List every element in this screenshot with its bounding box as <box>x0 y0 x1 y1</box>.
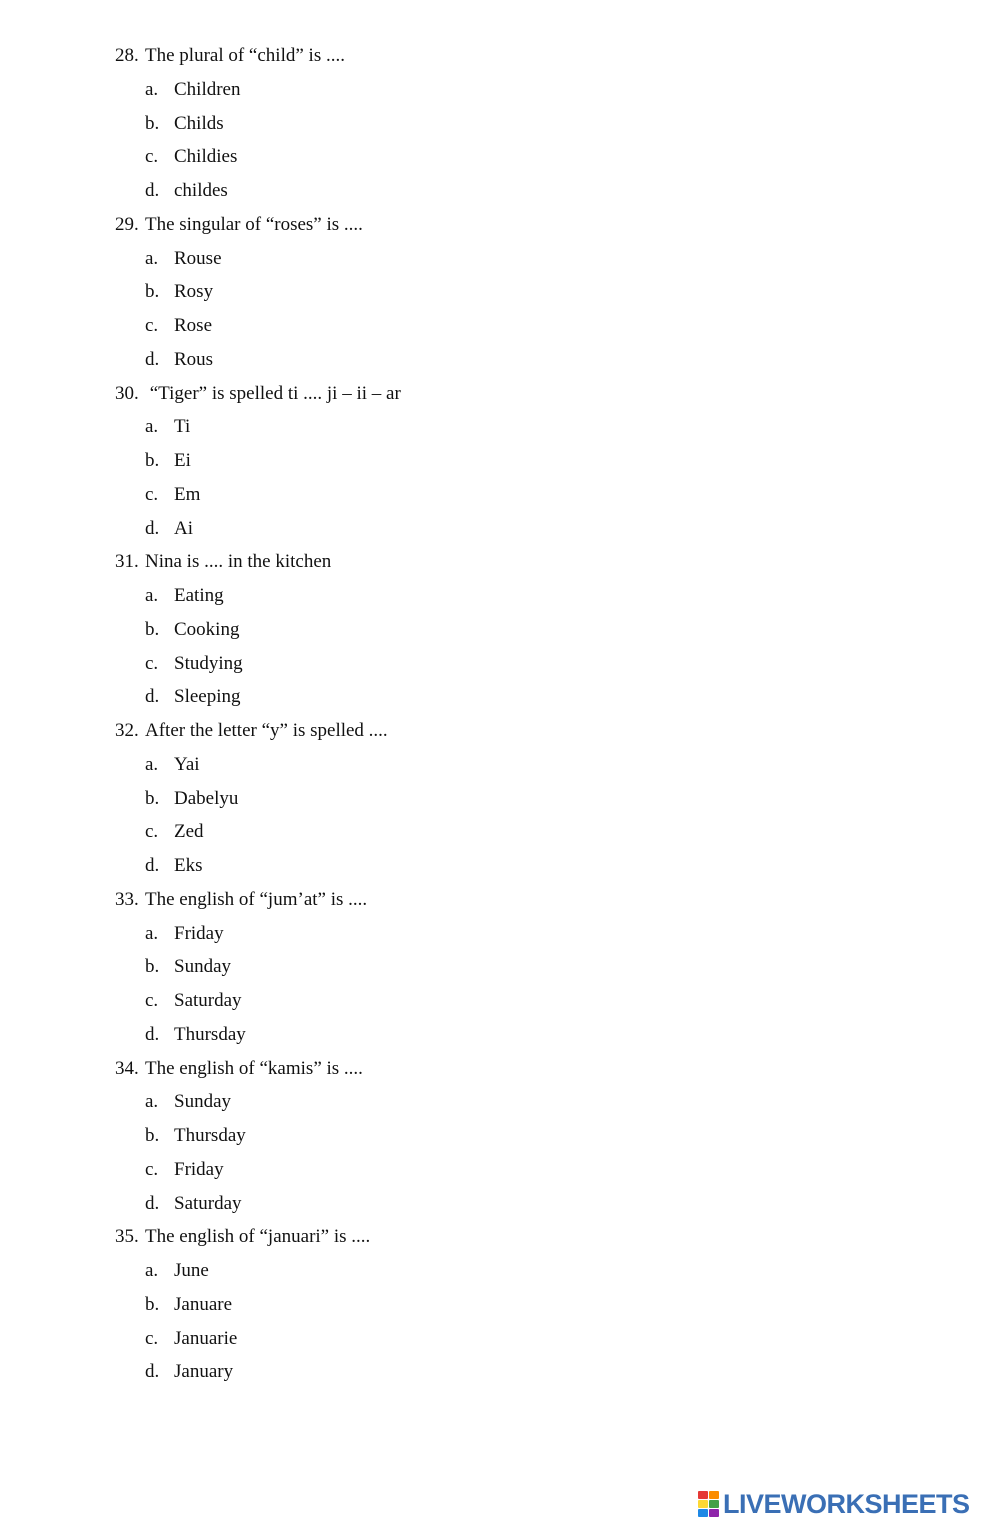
question-line <box>0 1220 1000 1254</box>
option-letter: a. <box>145 922 159 944</box>
question-32 <box>0 714 1000 883</box>
logo-block <box>709 1500 719 1508</box>
option-text: Studying <box>174 652 243 674</box>
question-28 <box>0 39 1000 208</box>
logo-block <box>698 1500 708 1508</box>
question-number: 34. <box>115 1057 139 1079</box>
question-number: 28. <box>115 45 139 66</box>
answer-option[interactable] <box>0 984 1000 1018</box>
option-text: Rouse <box>174 247 222 269</box>
answer-option[interactable] <box>0 1085 1000 1119</box>
answer-option[interactable] <box>0 782 1000 816</box>
option-letter: c. <box>145 1158 159 1180</box>
option-text: Children <box>174 78 241 100</box>
logo-block <box>709 1491 719 1499</box>
option-letter: a. <box>145 416 159 438</box>
answer-option[interactable] <box>0 73 1000 107</box>
question-line <box>0 714 1000 748</box>
option-letter: a. <box>145 585 159 606</box>
answer-option[interactable] <box>0 680 1000 714</box>
question-number: 31. <box>115 551 139 573</box>
option-text: Rose <box>174 315 212 336</box>
option-text: Thursday <box>174 1125 246 1146</box>
answer-option[interactable] <box>0 1254 1000 1288</box>
option-text: Dabelyu <box>174 787 239 809</box>
answer-option[interactable] <box>0 1119 1000 1153</box>
option-letter: a. <box>145 1260 159 1281</box>
question-text: “Tiger” is spelled ti .... ji – ii – ar <box>145 382 401 404</box>
option-letter: b. <box>145 450 160 471</box>
question-33 <box>0 883 1000 1052</box>
option-text: Sunday <box>174 1091 231 1113</box>
answer-option[interactable] <box>0 1018 1000 1052</box>
option-text: Em <box>174 483 201 505</box>
option-letter: b. <box>145 1125 160 1146</box>
question-text: The english of “jum’at” is .... <box>145 888 368 910</box>
answer-option[interactable] <box>0 1322 1000 1356</box>
option-letter: a. <box>145 753 159 775</box>
option-text: Januare <box>174 1293 233 1315</box>
option-text: Saturday <box>174 990 242 1011</box>
question-text: The english of “januari” is .... <box>145 1226 371 1248</box>
question-29 <box>0 208 1000 377</box>
question-line <box>0 208 1000 242</box>
option-letter: a. <box>145 247 159 269</box>
answer-option[interactable] <box>0 1187 1000 1221</box>
option-text: June <box>174 1260 209 1281</box>
option-letter: c. <box>145 1327 159 1349</box>
option-text: Ei <box>174 450 191 471</box>
option-text: Childies <box>174 146 238 168</box>
option-text: Eating <box>174 585 224 606</box>
question-line <box>0 39 1000 73</box>
option-letter: c. <box>145 315 159 336</box>
answer-option[interactable] <box>0 275 1000 309</box>
question-34 <box>0 1052 1000 1221</box>
logo-block <box>698 1491 708 1499</box>
question-line <box>0 883 1000 917</box>
question-text: The english of “kamis” is .... <box>145 1057 363 1079</box>
option-text: Eks <box>174 855 203 876</box>
option-text: Rosy <box>174 281 214 303</box>
option-letter: c. <box>145 990 159 1011</box>
option-letter: d. <box>145 348 160 370</box>
option-letter: c. <box>145 652 159 674</box>
logo-block <box>698 1509 708 1517</box>
question-line <box>0 377 1000 411</box>
option-text: Sleeping <box>174 686 241 708</box>
option-text: Zed <box>174 821 204 843</box>
option-text: Friday <box>174 922 224 944</box>
question-35 <box>0 1220 1000 1389</box>
worksheet <box>0 39 1000 1389</box>
option-text: January <box>174 1361 234 1383</box>
question-number: 33. <box>115 888 139 910</box>
answer-option[interactable] <box>0 242 1000 276</box>
answer-option[interactable] <box>0 174 1000 208</box>
option-letter: c. <box>145 821 159 843</box>
answer-option[interactable] <box>0 309 1000 343</box>
answer-option[interactable] <box>0 444 1000 478</box>
answer-option[interactable] <box>0 647 1000 681</box>
option-letter: a. <box>145 1091 159 1113</box>
answer-option[interactable] <box>0 343 1000 377</box>
option-text: Thursday <box>174 1023 246 1045</box>
answer-option[interactable] <box>0 410 1000 444</box>
option-letter: d. <box>145 1023 160 1045</box>
answer-option[interactable] <box>0 1288 1000 1322</box>
option-letter: d. <box>145 855 160 876</box>
option-letter: a. <box>145 78 159 100</box>
option-text: Childs <box>174 112 224 134</box>
option-letter: b. <box>145 112 160 134</box>
option-letter: b. <box>145 281 160 303</box>
option-text: Friday <box>174 1158 224 1180</box>
logo-block <box>709 1509 719 1517</box>
answer-option[interactable] <box>0 1355 1000 1389</box>
question-line <box>0 1052 1000 1086</box>
question-30 <box>0 377 1000 546</box>
liveworksheets-logo-icon <box>698 1491 720 1517</box>
answer-option[interactable] <box>0 815 1000 849</box>
option-text: Ti <box>174 416 191 438</box>
answer-option[interactable] <box>0 512 1000 546</box>
option-letter: b. <box>145 956 160 978</box>
liveworksheets-brand[interactable] <box>698 1489 970 1519</box>
option-letter: d. <box>145 686 160 708</box>
question-line <box>0 545 1000 579</box>
answer-option[interactable] <box>0 917 1000 951</box>
option-letter: d. <box>145 180 160 201</box>
question-number: 32. <box>115 720 139 741</box>
answer-option[interactable] <box>0 140 1000 174</box>
option-text: Cooking <box>174 618 240 640</box>
question-text: The plural of “child” is .... <box>145 45 345 66</box>
brand-name: LIVEWORKSHEETS <box>723 1489 970 1519</box>
answer-option[interactable] <box>0 1153 1000 1187</box>
option-text: Januarie <box>174 1327 238 1349</box>
option-letter: c. <box>145 483 159 505</box>
option-letter: d. <box>145 1192 160 1214</box>
question-number: 30. <box>115 382 139 404</box>
option-letter: b. <box>145 787 160 809</box>
answer-option[interactable] <box>0 849 1000 883</box>
answer-option[interactable] <box>0 950 1000 984</box>
option-letter: d. <box>145 1361 160 1383</box>
option-text: Yai <box>174 753 200 775</box>
option-text: Rous <box>174 348 214 370</box>
answer-option[interactable] <box>0 107 1000 141</box>
answer-option[interactable] <box>0 613 1000 647</box>
question-text: Nina is .... in the kitchen <box>145 551 332 573</box>
option-letter: b. <box>145 618 160 640</box>
question-number: 29. <box>115 213 139 235</box>
answer-option[interactable] <box>0 579 1000 613</box>
option-letter: b. <box>145 1293 160 1315</box>
option-text: childes <box>174 180 228 201</box>
option-text: Saturday <box>174 1192 242 1214</box>
option-text: Ai <box>174 517 193 539</box>
answer-option[interactable] <box>0 748 1000 782</box>
answer-option[interactable] <box>0 478 1000 512</box>
question-text: The singular of “roses” is .... <box>145 213 363 235</box>
question-number: 35. <box>115 1226 139 1248</box>
option-letter: d. <box>145 517 160 539</box>
option-letter: c. <box>145 146 159 168</box>
question-31 <box>0 545 1000 714</box>
question-text: After the letter “y” is spelled .... <box>145 720 388 741</box>
option-text: Sunday <box>174 956 231 978</box>
